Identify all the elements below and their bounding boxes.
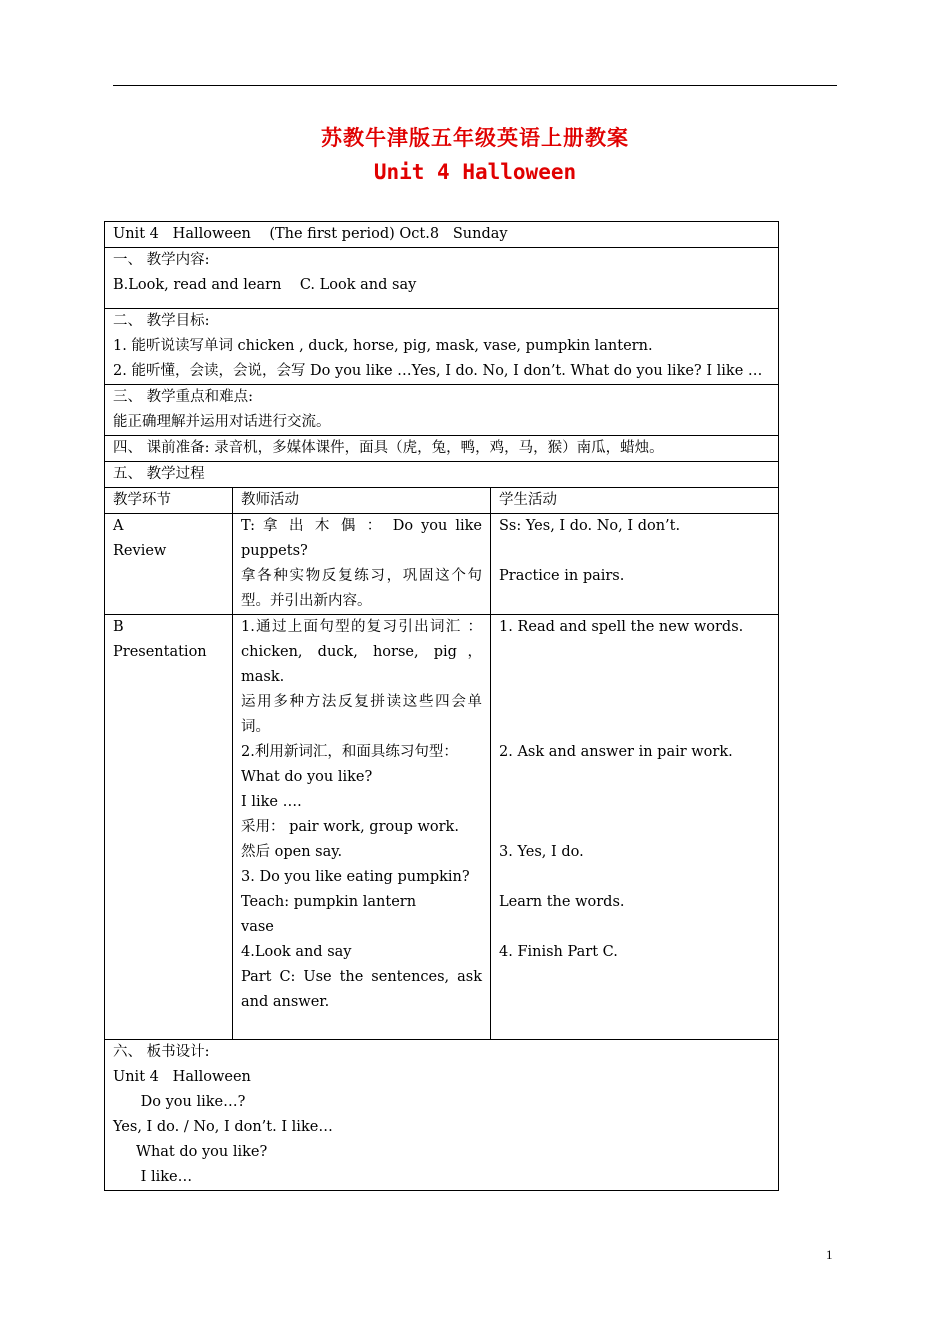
teacher-activity: Part C: Use the sentences, ask and answer. [241,969,482,1010]
stage-cell-review [105,514,233,615]
column-header-stage: 教学环节 [105,488,233,514]
section-board-heading: 六、 板书设计: [113,1044,210,1060]
column-header-row [105,488,779,514]
teacher-activity: Teach: pumpkin lantern [241,894,417,910]
section-objectives-heading: 二、 教学目标: [113,313,210,329]
board-line: I like… [113,1169,193,1185]
section-content-heading: 一、 教学内容: [113,252,210,268]
student-activity: Ss: Yes, I do. No, I don’t. [499,518,681,534]
board-line: Yes, I do. / No, I don’t. I like… [113,1119,333,1135]
teacher-activity: 拿各种实物反复练习，巩固这个句型。并引出新内容。 [241,568,482,609]
stage-cell-presentation [105,615,233,1040]
stage-letter: B [113,619,124,635]
section-process-row [105,462,779,488]
teacher-activity: T: 拿 出 木 偶 ： Do you like puppets? [241,518,482,559]
lesson-plan-table [104,221,779,1191]
section-focus-text: 能正确理解并运用对话进行交流。 [113,414,331,430]
section-focus-cell [105,385,779,436]
teacher-activity: vase [241,919,274,935]
table-row-presentation [105,615,779,1040]
teacher-activity: 4.Look and say [241,944,352,960]
section-content-cell [105,248,779,309]
teacher-activity: 然后 open say. [241,844,343,860]
section-board-row [105,1040,779,1191]
teacher-cell-review [233,514,491,615]
document-subtitle: Unit 4 Halloween [373,160,577,184]
header-rule [113,85,837,86]
teacher-activity: 1.通过上面句型的复习引出词汇 ： chicken, duck, horse, pig，mask. [241,619,482,685]
student-activity: Learn the words. [499,894,625,910]
section-process-cell [105,462,779,488]
student-cell-presentation [491,615,779,1040]
student-activity: Practice in pairs. [499,568,625,584]
student-activity: 2. Ask and answer in pair work. [499,744,733,760]
header-text: Unit 4 Halloween (The first period) Oct.8 Sunday [113,226,508,242]
board-line: Do you like…? [113,1094,246,1110]
table-row-review [105,514,779,615]
document-title: 苏教牛津版五年级英语上册教案 [321,125,629,150]
board-line: Unit 4 Halloween [113,1069,251,1085]
section-preparation-cell [105,436,779,462]
board-line: What do you like? [113,1144,268,1160]
objective-1: 1. 能听说读写单词 chicken , duck, horse, pig, mask, vase, pumpkin lantern. [113,338,653,354]
header-cell [105,222,779,248]
section-objectives-row [105,309,779,385]
column-header-teacher: 教师活动 [233,488,491,514]
column-header-student: 学生活动 [491,488,779,514]
section-preparation-text: 四、 课前准备: 录音机，多媒体课件，面具（虎，兔，鸭，鸡，马，猴）南瓜，蜡烛。 [113,440,664,456]
section-process-heading: 五、 教学过程 [113,466,205,482]
student-cell-review [491,514,779,615]
stage-letter: A [113,518,124,534]
section-focus-row [105,385,779,436]
stage-name: Review [113,543,167,559]
header-row [105,222,779,248]
section-content-text: B.Look, read and learn C. Look and say [113,277,417,293]
section-content-row [105,248,779,309]
student-activity: 4. Finish Part C. [499,944,618,960]
teacher-activity: 运用多种方法反复拼读这些四会单词。 [241,694,482,735]
teacher-cell-presentation [233,615,491,1040]
stage-name: Presentation [113,644,207,660]
section-board-cell [105,1040,779,1191]
teacher-activity: 采用： pair work, group work. [241,819,459,835]
section-preparation-row [105,436,779,462]
section-objectives-cell [105,309,779,385]
section-focus-heading: 三、 教学重点和难点: [113,389,253,405]
teacher-activity: What do you like? [241,769,373,785]
page-number: 1 [826,1247,833,1262]
teacher-activity: I like …. [241,794,302,810]
student-activity: 3. Yes, I do. [499,844,584,860]
student-activity: 1. Read and spell the new words. [499,619,744,635]
teacher-activity: 2.利用新词汇，和面具练习句型： [241,744,458,760]
teacher-activity: 3. Do you like eating pumpkin? [241,869,470,885]
objective-2: 2. 能听懂，会读，会说，会写 Do you like …Yes, I do. No, I don’t. What do you like? I like … [113,363,763,379]
